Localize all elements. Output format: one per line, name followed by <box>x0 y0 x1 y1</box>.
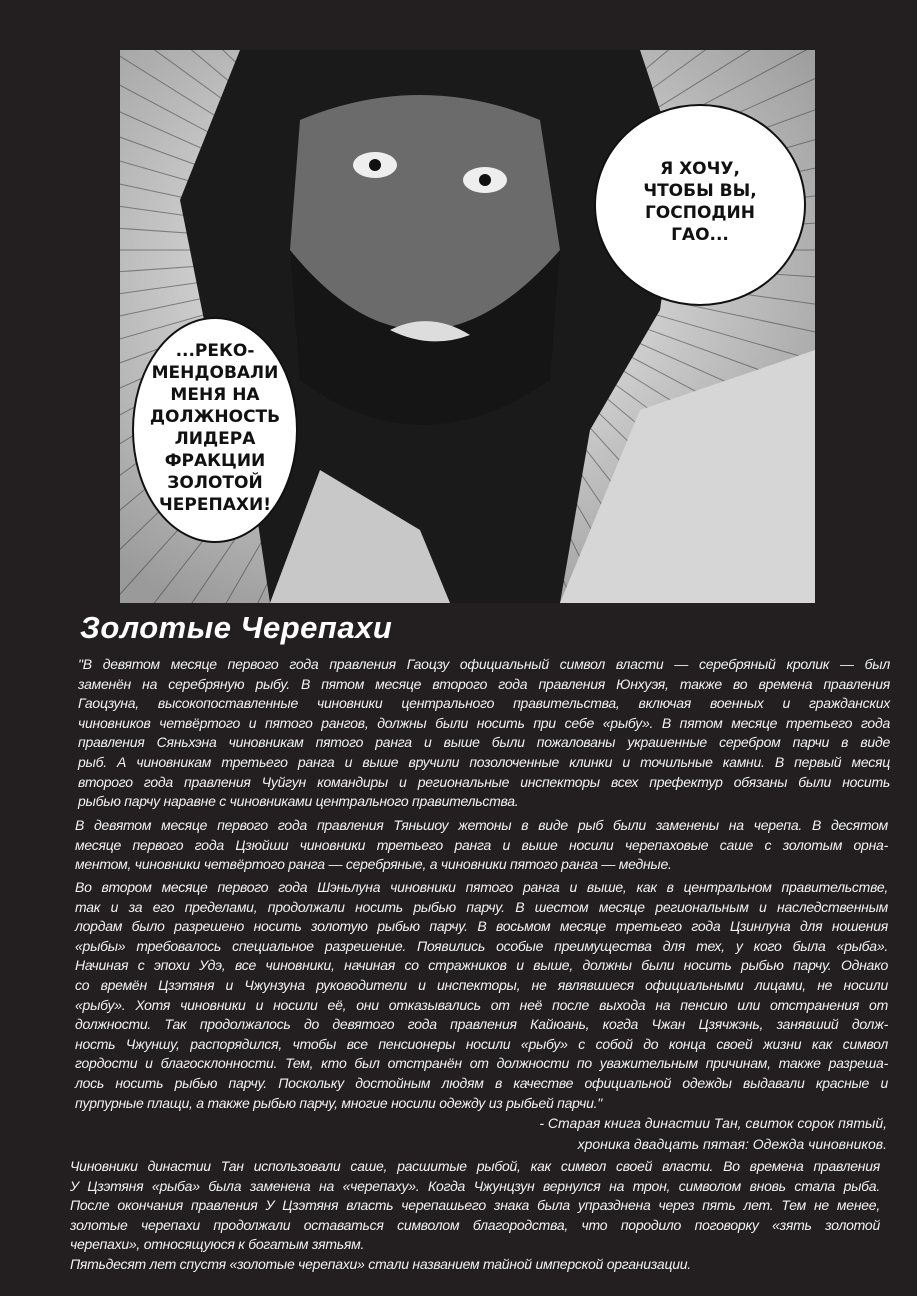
text-line: второго года правления Чуйгун командиры и региональные инспекторы всех префектур обязаны были носить <box>78 773 890 790</box>
bubble-line: ЧЕРЕПАХИ! <box>159 495 271 515</box>
section-title: Золотые Черепахи <box>80 610 393 645</box>
text-line: лось носить рыбью парчу. Поскольку достойным людям в качестве официальной одежды выдавали красные и <box>75 1074 888 1091</box>
text-line: правления Сяньхэна чиновникам пятого ранга и выше были пожалованы украшенные серебром парчи в виде <box>78 734 890 751</box>
text-line: В девятом месяце первого года правления Тяньшоу жетоны в виде рыб были заменены на черепа. В десятом <box>75 817 888 833</box>
citation <box>539 1113 887 1155</box>
text-line: Гаоцзуна, высокопоставленные чиновники центрального правительства, включая военных и гражданских <box>78 695 890 712</box>
bubble-line: ЧТОБЫ ВЫ, <box>643 181 757 201</box>
text-line: так и за его пределами, продолжали носить рыбью парчу. В шестом месяце региональным и наследственным <box>75 898 888 915</box>
text-line: месяце первого года Цзюйши чиновники третьего ранга и выше носили черепаховые саше с золотым орна- <box>75 836 888 853</box>
text-line: лордам было разрешено носить золотую рыбью парчу. В восьмом месяце третьего года Цзинлуна для ношения <box>75 918 888 935</box>
text-line: со времён Цзэтяня и Чжунзуна руководители и инспекторы, не являвшиеся официальными лицами, не носили <box>75 976 888 993</box>
text-line: У Цзэтяня «рыба» была заменена на «черепаху». Когда Чжунцзун вернулся на трон, символом вновь стала рыба. <box>70 1177 880 1194</box>
text-line: черепахи», относящуюся к богатым зятьям. <box>70 1236 365 1253</box>
text-line: чиновников четвёртого и пятого рангов, должны были носить при себе «рыбу». В пятом месяце третьего года <box>78 714 890 731</box>
text-line: Начиная с эпохи Удэ, все чиновники, начиная со стражников и выше, должны были носить рыбью парчу. Однако <box>75 957 888 974</box>
quote-paragraph-2 <box>75 816 888 875</box>
note-paragraph <box>70 1157 880 1275</box>
text-line: ментом, чиновники четвёртого ранга — серебряные, а чиновники пятого ранга — медные. <box>75 856 672 873</box>
bubble-line: ГОСПОДИН <box>644 203 756 223</box>
bubble-line: ДОЛЖНОСТЬ <box>149 407 281 427</box>
text-line: должности. Так продолжалось до девятого года правления Кайюань, когда Чжан Цзячжэнь, занявший долж- <box>75 1016 888 1033</box>
text-line: рыбью парчу наравне с чиновниками центрального правительства. <box>78 793 519 810</box>
bubble-line: МЕНЯ НА <box>170 385 260 405</box>
text-line: золотые черепахи продолжали оставаться символом благородства, что породило поговорку «зять золотой <box>70 1216 880 1233</box>
text-line: гордости и благосклонности. Тем, кто был отстранён от должности по уважительным причинам, также разреша- <box>75 1055 888 1072</box>
citation-line: - Старая книга династии Тан, свиток сорок пятый, <box>539 1115 887 1131</box>
text-line: Во втором месяце первого года Шэньлуна чиновники пятого ранга и выше, как в центральном правительстве, <box>75 879 888 895</box>
text-line: После окончания правления У Цзэтяня власть черепашьего знака была упразднена через пять лет. Тем не менее, <box>70 1197 880 1214</box>
text-line: Пятьдесят лет спустя «золотые черепахи» стали названием тайной имперской организации. <box>70 1255 691 1272</box>
quote-paragraph-3 <box>75 878 888 1113</box>
bubble-line: ГАО... <box>671 225 729 245</box>
text-line: рыб. А чиновникам третьего ранга и выше вручили позолоченные клинки и точильные камни. В первый месяц <box>78 753 890 770</box>
speech-bubble-left-text <box>135 340 295 516</box>
text-line: "В девятом месяце первого года правления Гаоцзу официальный символ власти — серебряный кролик — был <box>78 656 890 672</box>
text-line: пурпурные плащи, а также рыбью парчу, многие носили одежду из рыбьей парчи." <box>75 1094 602 1111</box>
citation-line: хроника двадцать пятая: Одежда чиновников. <box>577 1136 887 1152</box>
manga-panel <box>120 50 815 603</box>
quote-paragraph-1 <box>78 655 890 812</box>
text-line: «рыбу». Хотя чиновники и носили её, они отказывались от неё после выхода на пенсию или отстранения от <box>75 996 888 1013</box>
warrior-illustration <box>120 50 815 603</box>
bubble-line: ФРАКЦИИ <box>164 451 266 471</box>
bubble-line: ЛИДЕРА <box>174 429 256 449</box>
bubble-line: МЕНДОВАЛИ <box>151 363 279 383</box>
text-line: Чиновники династии Тан использовали саше, расшитые рыбой, как символ своей власти. Во времена правления <box>70 1158 880 1174</box>
bubble-line: ...РЕКО- <box>175 341 255 361</box>
bubble-line: ЗОЛОТОЙ <box>167 473 263 493</box>
text-line: «рыбы» требовалось специальное разрешение. Появились особые преимущества для тех, у кого была «рыба». <box>75 937 888 954</box>
speech-bubble-right-text <box>610 158 790 246</box>
text-line: заменён на серебряную рыбу. В пятом месяце второго года правления Юнхуэя, также во времена правления <box>78 675 890 692</box>
text-line: ность Чжуншу, распорядился, чтобы все пенсионеры носили «рыбу» с собой до конца своей жизни как символ <box>75 1035 888 1052</box>
bubble-line: Я ХОЧУ, <box>660 159 740 179</box>
